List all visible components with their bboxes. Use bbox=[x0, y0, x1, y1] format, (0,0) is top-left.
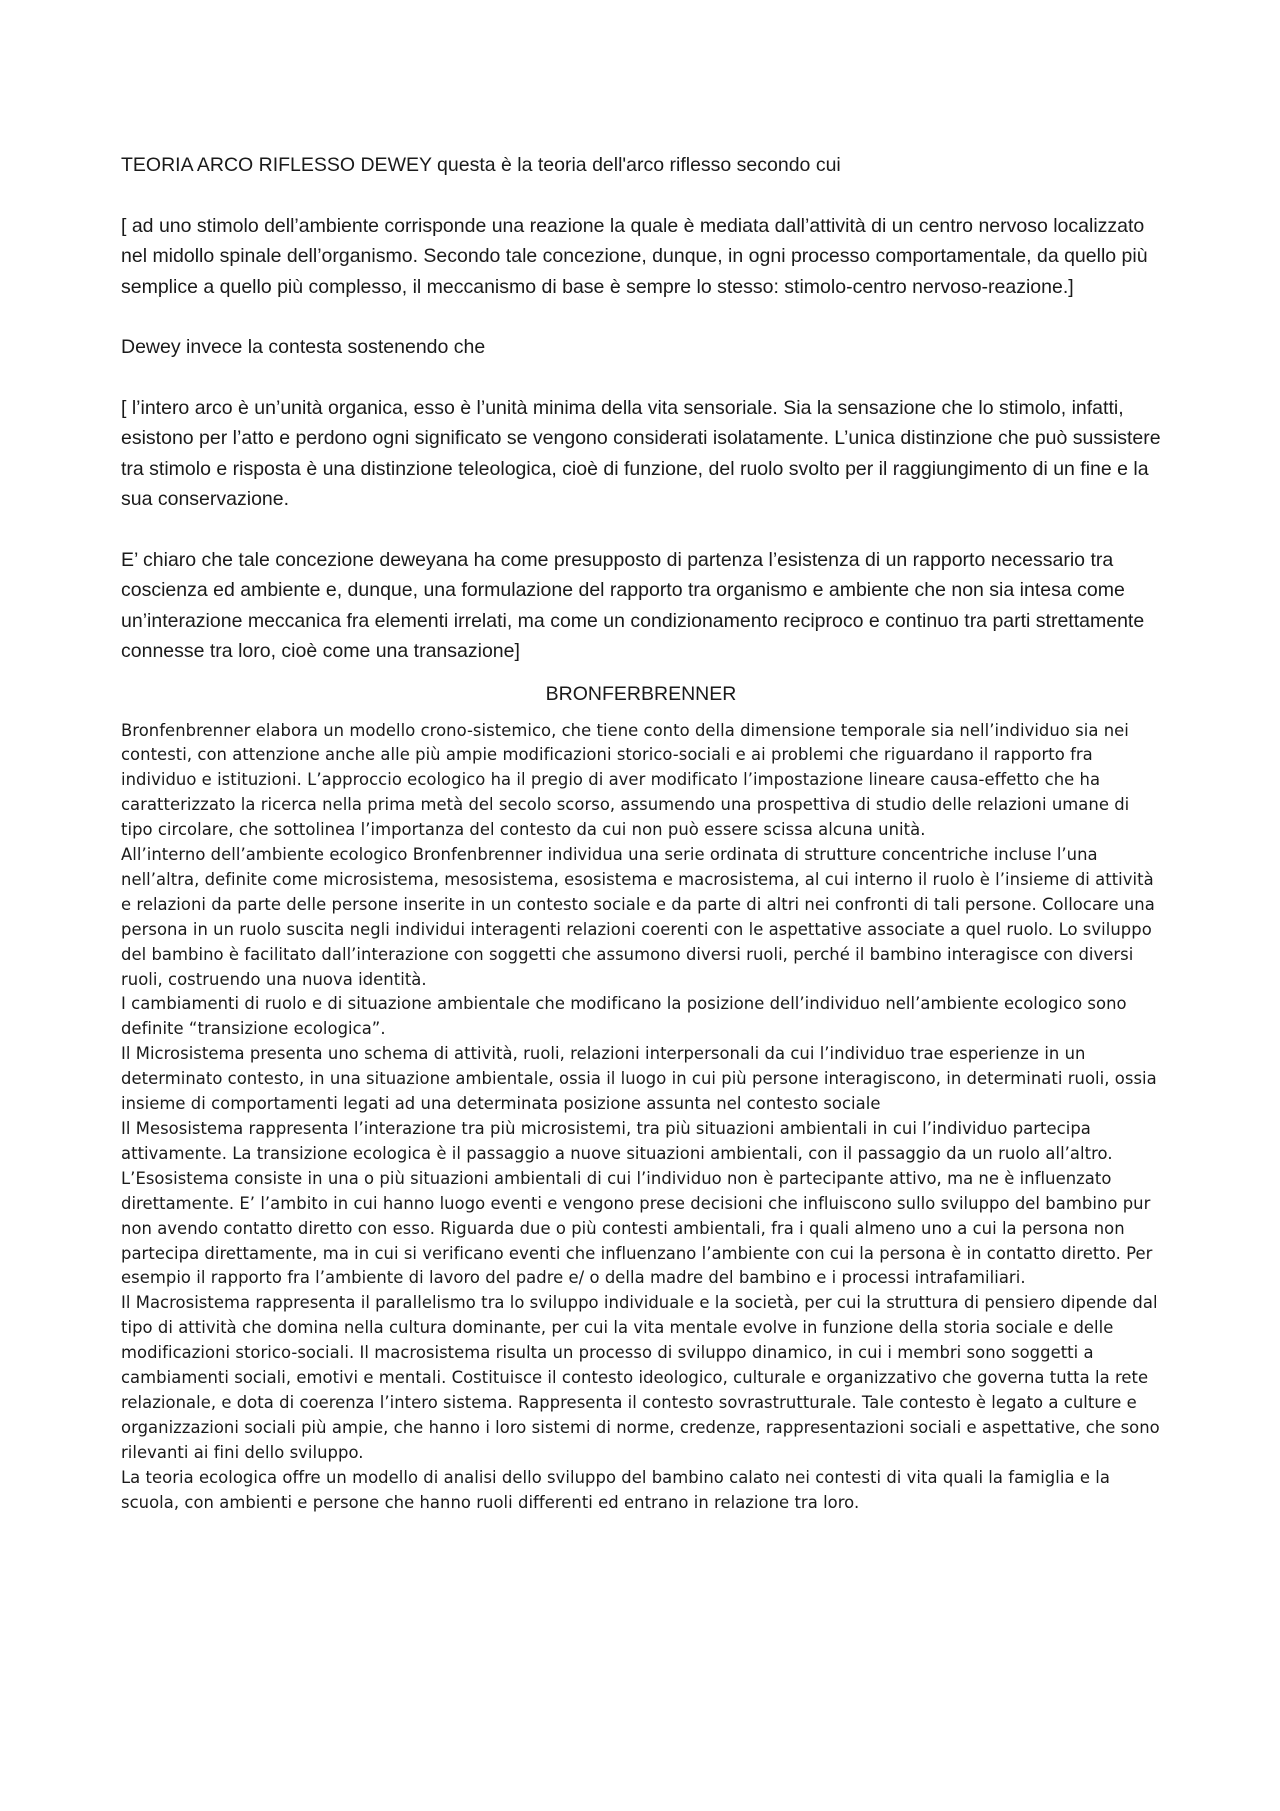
spacer bbox=[121, 181, 1161, 211]
spacer bbox=[121, 302, 1161, 332]
paragraph-mesosystem: Il Mesosistema rappresenta l’interazione tra più microsistemi, tra più situazioni ambientali in cui l’individuo partecipa attivamente. La transizione ecologica è il passaggio a nuove situazioni ambientali, con il passaggio da un ruolo all’altro. bbox=[121, 1119, 1113, 1163]
dewey-conclusion: E’ chiaro che tale concezione deweyana ha come presupposto di partenza l’esistenza di un rapporto necessario tra coscienza ed ambiente e, dunque, una formulazione del rapporto tra organismo e ambiente che non sia intesa come un’interazione meccanica fra elementi irrelati, ma come un condizionamento reciproco e continuo tra parti strettamente connesse tra loro, cioè come una transazione] bbox=[121, 548, 1145, 662]
paragraph-macrosystem: Il Macrosistema rappresenta il parallelismo tra lo sviluppo individuale e la società, per cui la struttura di pensiero dipende dal tipo di attività che domina nella cultura dominante, per cui la vita mentale evolve in funzione della storia sociale e delle modificazioni storico-sociali. Il macrosistema risulta un processo di sviluppo dinamico, in cui i membri sono soggetti a cambiamenti sociali, emotivi e mentali. Costituisce il contesto ideologico, culturale e organizzativo che governa tutta la rete relazionale, e dota di coerenza l’intero sistema. Rappresenta il contesto sovrastrutturale. Tale contesto è legato a culture e organizzazioni sociali più ampie, che hanno i loro sistemi di norme, credenze, rappresentazioni sociali e aspettative, che sono rilevanti ai fini dello sviluppo. bbox=[121, 1293, 1160, 1462]
paragraph-ecological-environment: All’interno dell’ambiente ecologico Bronfenbrenner individua una serie ordinata di strutture concentriche incluse l’una nell’altra, definite come microsistema, mesosistema, esosistema e macrosistema, al cui interno il ruolo è l’insieme di attività e relazioni da parte delle persone inserite in un contesto sociale e da parte di altri nei confronti di tali persone. Collocare una persona in un ruolo suscita negli individui interagenti relazioni coerenti con le aspettative associate a quel ruolo. Lo sviluppo del bambino è facilitato dall’interazione con soggetti che assumono diversi ruoli, perché il bambino interagisce con diversi ruoli, costruendo una nuova identità. bbox=[121, 845, 1155, 989]
paragraph-ecological-transition: I cambiamenti di ruolo e di situazione ambientale che modificano la posizione dell’individuo nell’ambiente ecologico sono definite “transizione ecologica”. bbox=[121, 994, 1127, 1039]
paragraph-ecological-theory: La teoria ecologica offre un modello di analisi dello sviluppo del bambino calato nei contesti di vita quali la famiglia e la scuola, con ambienti e persone che hanno ruoli differenti ed entrano in relazione tra loro. bbox=[121, 1467, 1110, 1512]
organic-unit-quote: [ l’intero arco è un’unità organica, esso è l’unità minima della vita sensoriale. Sia la sensazione che lo stimolo, infatti, esistono per l’atto e perdono ogni significato se vengono considerati isolatamente. L’unica distinzione che può sussistere tra stimolo e risposta è una distinzione teleologica, cioè di funzione, del ruolo svolto per il raggiungimento di un fine e la sua conservazione. bbox=[121, 396, 1161, 510]
paragraph-intro: Bronfenbrenner elabora un modello crono-sistemico, che tiene conto della dimensione temporale sia nell’individuo sia nei contesti, con attenzione anche alle più ampie modificazioni storico-sociali e ai problemi che riguardano il rapporto fra individuo e istituzioni. L’approccio ecologico ha il pregio di aver modificato l’impostazione lineare causa-effetto che ha caratterizzato la ricerca nella prima metà del secolo scorso, assumendo una prospettiva di studio delle relazioni umane di tipo circolare, che sottolinea l’importanza del contesto da cui non può essere scissa alcuna unità. bbox=[121, 720, 1130, 840]
bronfenbrenner-body bbox=[121, 719, 1161, 1516]
paragraph-exosystem: L’Esosistema consiste in una o più situazioni ambientali di cui l’individuo non è partecipante attivo, ma ne è influenzato direttamente. E’ l’ambito in cui hanno luogo eventi e vengono prese decisioni che influiscono sullo sviluppo del bambino pur non avendo contatto diretto con esso. Riguarda due o più contesti ambientali, fra i quali almeno uno a cui la persona non partecipa direttamente, ma in cui si verificano eventi che influenzano l’ambiente con cui la persona è in contatto diretto. Per esempio il rapporto fra l’ambiente di lavoro del padre e/ o della madre del bambino e i processi intrafamiliari. bbox=[121, 1168, 1153, 1288]
document-page bbox=[121, 150, 1161, 1516]
dewey-contest-line: Dewey invece la contesta sostenendo che bbox=[121, 336, 486, 358]
spacer bbox=[121, 515, 1161, 545]
paragraph-microsystem: Il Microsistema presenta uno schema di attività, ruoli, relazioni interpersonali da cui l’individuo trae esperienze in un determinato contesto, in una situazione ambientale, ossia il luogo in cui più persone interagiscono, in determinati ruoli, ossia insieme di comportamenti legati ad una determinata posizione assunta nel contesto sociale bbox=[121, 1044, 1157, 1114]
dewey-title-line: TEORIA ARCO RIFLESSO DEWEY questa è la teoria dell'arco riflesso secondo cui bbox=[121, 154, 841, 176]
bronfenbrenner-heading: BRONFERBRENNER bbox=[545, 682, 737, 705]
spacer bbox=[121, 363, 1161, 393]
reflex-arc-quote: [ ad uno stimolo dell’ambiente corrisponde una reazione la quale è mediata dall’attività di un centro nervoso localizzato nel midollo spinale dell’organismo. Secondo tale concezione, dunque, in ogni processo comportamentale, da quello più semplice a quello più complesso, il meccanismo di base è sempre lo stesso: stimolo-centro nervoso-reazione.] bbox=[121, 214, 1148, 298]
